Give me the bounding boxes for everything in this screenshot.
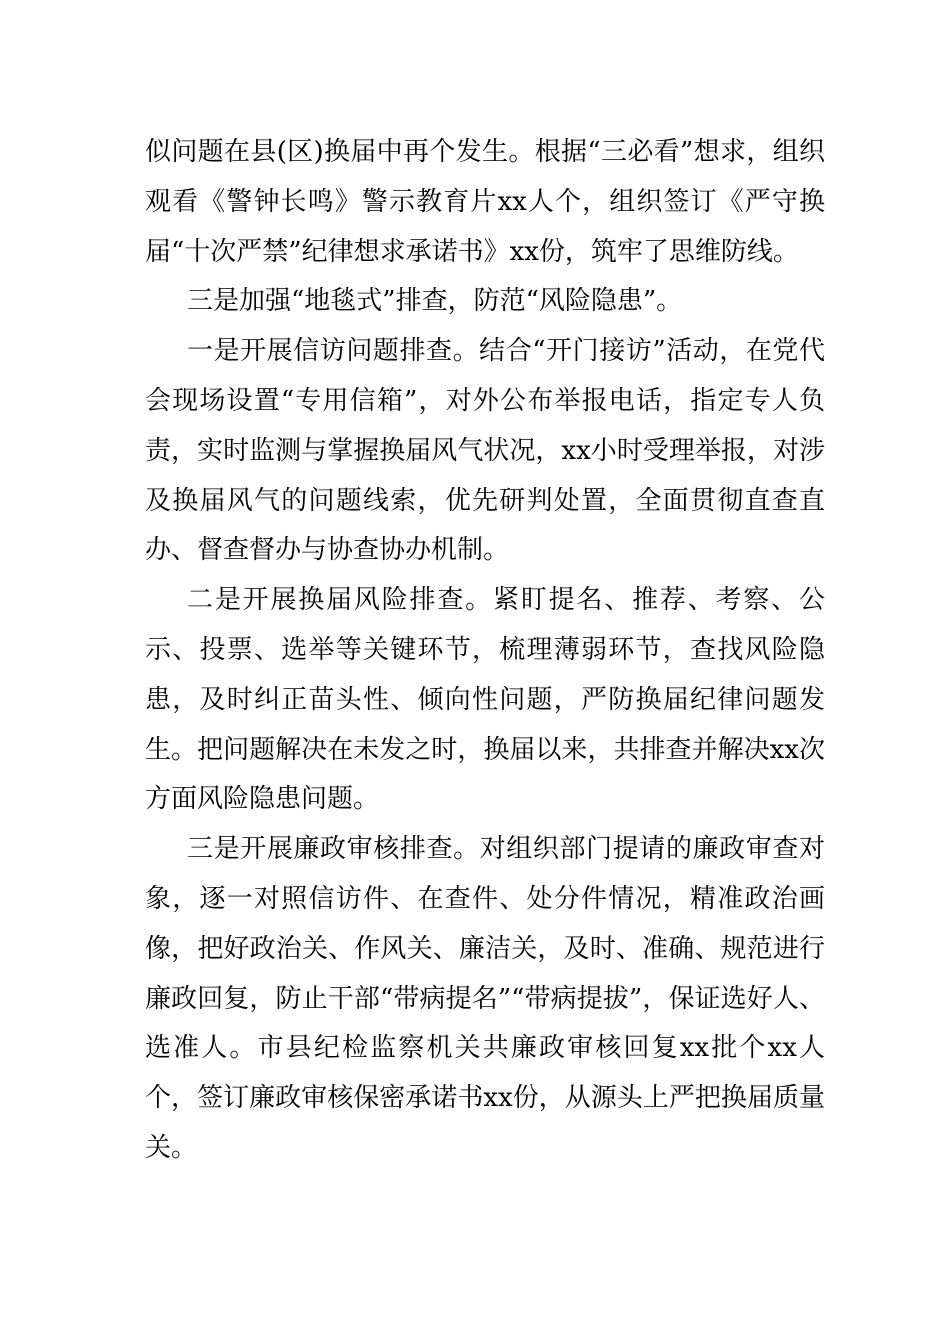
document-body [145,128,825,1174]
paragraph-section-heading: 三是加强“地毯式”排查，防范“风险隐患”。 [187,286,683,317]
paragraph-risk-check: 二是开展换届风险排查。紧盯提名、推荐、考察、公示、投票、选举等关键环节，梳理薄弱环节，查找风险隐患，及时纠正苗头性、倾向性问题，严防换届纪律问题发生。把问题解决在未发之时，换届以来，共排查并解决xx次方面风险隐患问题。 [145,585,825,815]
paragraph-integrity-check: 三是开展廉政审核排查。对组织部门提请的廉政审查对象，逐一对照信访件、在查件、处分件情况，精准政治画像，把好政治关、作风关、廉洁关，及时、准确、规范进行廉政回复，防止干部“带病提名”“带病提拔”，保证选好人、选准人。市县纪检监察机关共廉政审核回复xx批个xx人个，签订廉政审核保密承诺书xx份，从源头上严把换届质量关。 [145,834,825,1163]
paragraph-petition-check: 一是开展信访问题排查。结合“开门接访”活动，在党代会现场设置“专用信箱”，对外公布举报电话，指定专人负责，实时监测与掌握换届风气状况，xx小时受理举报，对涉及换届风气的问题线索，优先研判处置，全面贯彻直查直办、督查督办与协查协办机制。 [145,336,825,566]
paragraph-continuation: 似问题在县(区)换届中再个发生。根据“三必看”想求，组织观看《警钟长鸣》警示教育片xx人个，组织签订《严守换届“十次严禁”纪律想求承诺书》xx份，筑牢了思维防线。 [145,137,825,267]
